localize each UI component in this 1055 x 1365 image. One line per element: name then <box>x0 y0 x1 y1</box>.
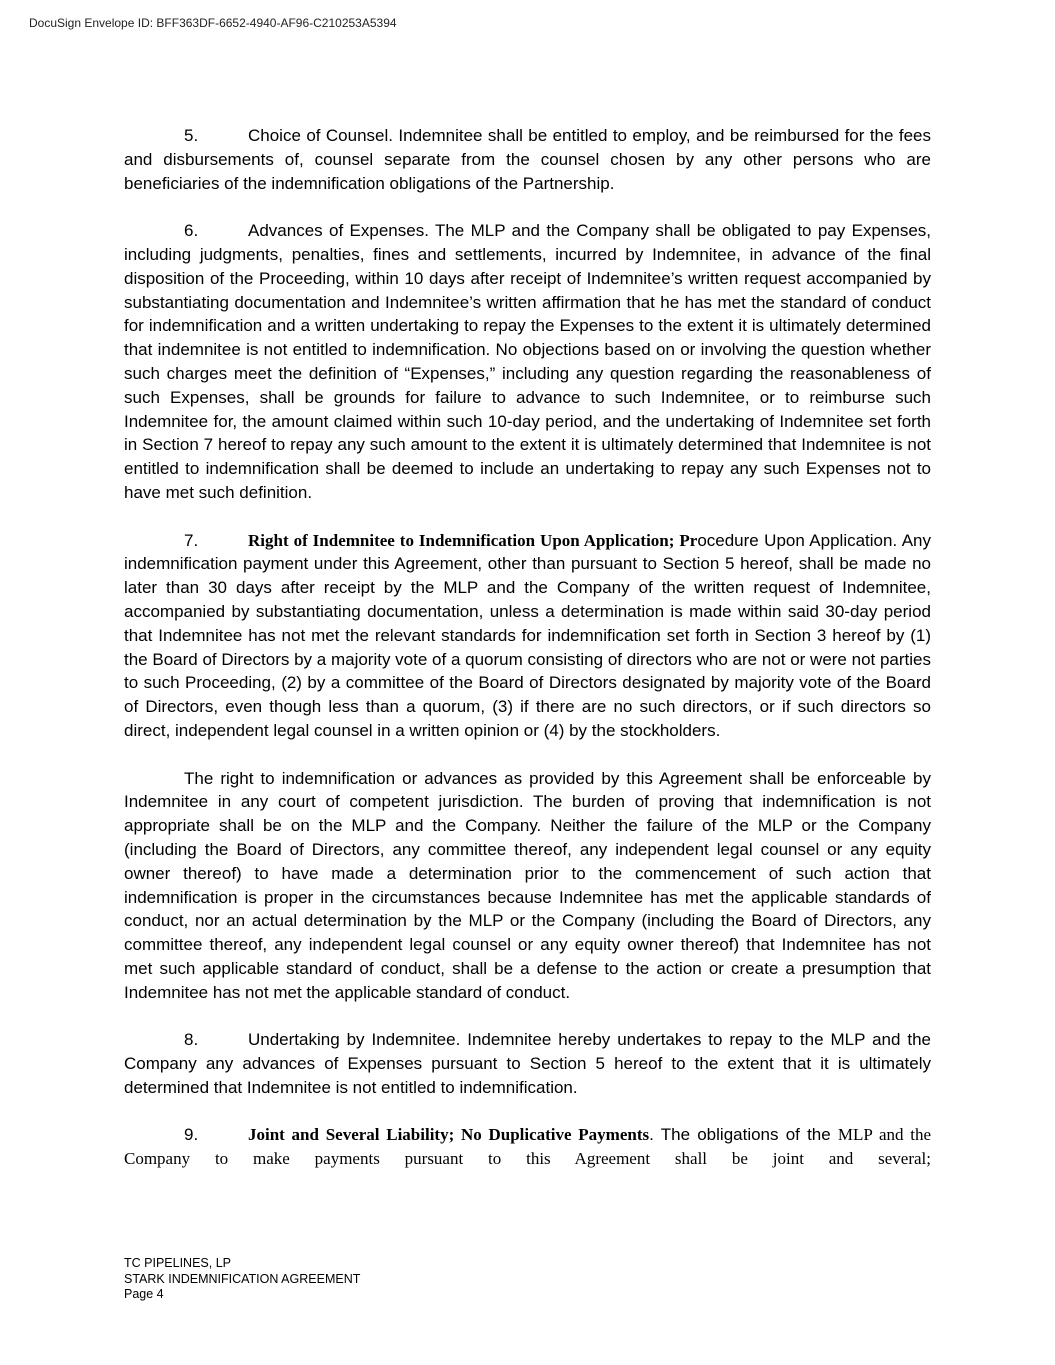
section-9-heading: Joint and Several Liability; No Duplicative Payments <box>248 1125 650 1145</box>
section-7-continuation-body: The right to indemnification or advances as provided by this Agreement shall be enforceable by Indemnitee in any court of competent jurisdiction. The burden of proving that indemnification is not appropriate shall be on the MLP and the Company. Neither the failure of the MLP or the Company (including the Board of Directors, any committee thereof, any independent legal counsel or any equity owner thereof) to have made a determination prior to the commencement of such action that indemnification is proper in the circumstances because Indemnitee has met the applicable standards of conduct, nor an actual determination by the MLP or the Company (including the Board of Directors, any committee thereof, any independent legal counsel or any equity owner thereof) that Indemnitee has not met such applicable standard of conduct, shall be a defense to the action or create a presumption that Indemnitee has not met the applicable standard of conduct. <box>124 768 931 1002</box>
section-7-number: 7. <box>184 530 199 550</box>
section-6 <box>124 219 931 505</box>
section-9-body-sans: . The obligations of the <box>649 1125 831 1145</box>
page-footer <box>124 1256 360 1303</box>
section-5 <box>124 124 931 195</box>
section-6-number: 6. <box>184 221 199 241</box>
section-9-number: 9. <box>184 1125 199 1145</box>
section-6-heading: Advances of Expenses. <box>248 221 429 241</box>
footer-page-number: Page 4 <box>124 1287 164 1301</box>
envelope-id: DocuSign Envelope ID: BFF363DF-6652-4940-AF96-C210253A5394 <box>29 16 397 30</box>
section-5-number: 5. <box>184 126 199 145</box>
section-9-body-serif: MLP and the Company to make payments pursuant to this Agreement shall be joint and several; <box>124 1125 932 1169</box>
section-9 <box>124 1123 931 1171</box>
footer-agreement-title: STARK INDEMNIFICATION AGREEMENT <box>124 1271 361 1286</box>
footer-company: TC PIPELINES, LP <box>124 1256 231 1270</box>
section-7-continuation <box>124 767 931 1005</box>
section-7-heading-bold: Right of Indemnitee to Indemnification Upon Application; Pr <box>248 530 698 550</box>
document-body <box>124 124 931 1195</box>
section-5-heading: Choice of Counsel. <box>248 126 393 145</box>
section-7 <box>124 529 931 743</box>
section-8-heading: Undertaking by Indemnitee. <box>248 1030 461 1050</box>
section-5-body: Indemnitee shall be entitled to employ, and be reimbursed for the fees and disbursements of, counsel separate from the counsel chosen by any other persons who are beneficiaries of the indemnification obligations of the Partnership. <box>124 126 931 193</box>
section-6-body: The MLP and the Company shall be obligated to pay Expenses, including judgments, penalties, fines and settlements, incurred by Indemnitee, in advance of the final disposition of the Proceeding, within 10 days after receipt of Indemnitee’s written request accompanied by substantiating documentation and Indemnitee’s written affirmation that he has met the standard of conduct for indemnification and a written undertaking to repay the Expenses to the extent it is ultimately determined that indemnitee is not entitled to indemnification. No objections based on or involving the question whether such charges meet the definition of “Expenses,” including any question regarding the reasonableness of such Expenses, shall be grounds for failure to advance to such Indemnitee, or to reimburse such Indemnitee for, the amount claimed within such 10-day period, and the undertaking of Indemnitee set forth in Section 7 hereof to repay any such amount to the extent it is ultimately determined that Indemnitee is not entitled to indemnification shall be deemed to include an undertaking to repay any such Expenses not to have met such definition. <box>124 221 931 502</box>
section-7-body: Any indemnification payment under this Agreement, other than pursuant to Section 5 hereof, shall be made no later than 30 days after receipt by the MLP and the Company of the written request of Indemnitee, accompanied by substantiating documentation, unless a determination is made within said 30-day period that Indemnitee has not met the relevant standards for indemnification set forth in Section 3 hereof by (1) the Board of Directors by a majority vote of a quorum consisting of directors who are not or were not parties to such Proceeding, (2) by a committee of the Board of Directors designated by majority vote of the Board of Directors, even though less than a quorum, (3) if there are no such directors, or if such directors so direct, independent legal counsel in a written opinion or (4) by the stockholders. <box>124 530 931 740</box>
section-8 <box>124 1028 931 1099</box>
section-7-heading-rest: ocedure Upon Application. <box>697 530 898 550</box>
section-8-number: 8. <box>184 1030 199 1050</box>
section-8-body: Indemnitee hereby undertakes to repay to the MLP and the Company any advances of Expenses pursuant to Section 5 hereof to the extent that it is ultimately determined that Indemnitee is not entitled to indemnification. <box>124 1030 932 1097</box>
